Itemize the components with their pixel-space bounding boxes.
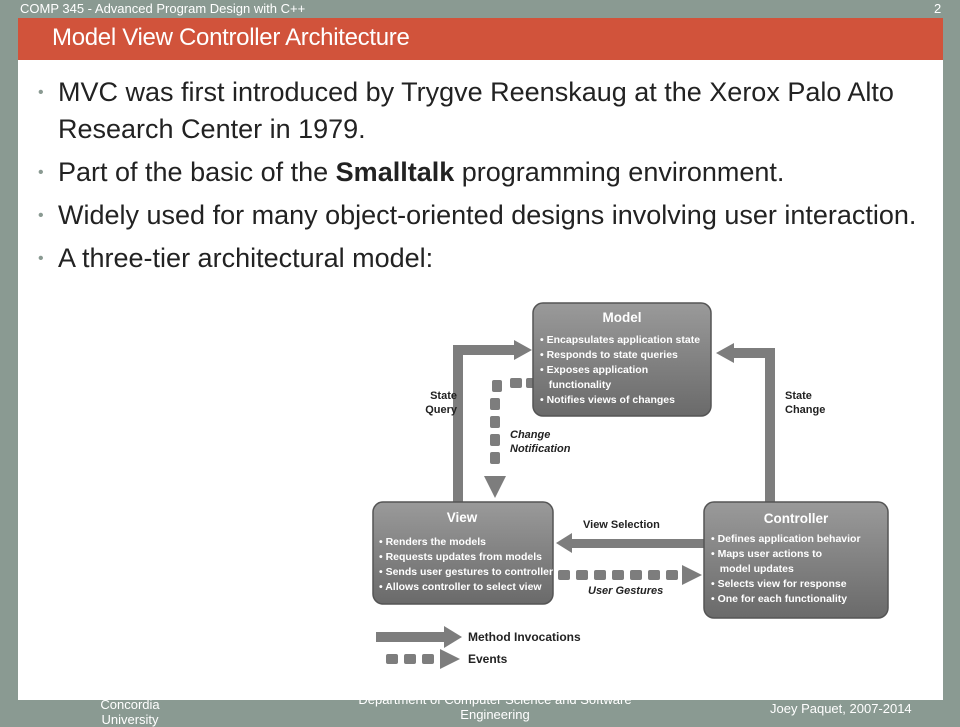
- model-item: • Notifies views of changes: [540, 394, 675, 406]
- bullet-bold-text: Smalltalk: [335, 157, 455, 187]
- view-item: • Renders the models: [379, 536, 486, 548]
- user-gestures-arrow: [558, 565, 702, 585]
- view-item: • Sends user gestures to controller: [379, 566, 554, 578]
- model-title: Model: [602, 310, 642, 325]
- legend-events: Events: [468, 652, 508, 666]
- bullet-dot-icon: •: [38, 164, 44, 181]
- view-item: • Allows controller to select view: [379, 581, 542, 593]
- view-selection-arrowhead: [556, 533, 572, 553]
- legend: [376, 626, 581, 669]
- bullet-text: Widely used for many object-oriented designs involving user interaction.: [58, 200, 917, 230]
- footer-text: Engineering: [460, 707, 530, 722]
- user-gestures-label: User Gestures: [588, 585, 664, 597]
- controller-item: • Defines application behavior: [711, 533, 861, 545]
- controller-item: • Selects view for response: [711, 578, 847, 590]
- state-query-label: State: [430, 390, 457, 402]
- change-notification-label: Change: [510, 429, 551, 441]
- footer-text: Concordia: [100, 697, 160, 712]
- page-number: 2: [934, 1, 942, 16]
- legend-dashed-arrow: [386, 649, 460, 669]
- bullet-text: A three-tier architectural model:: [58, 243, 434, 273]
- change-notification-label: Notification: [510, 443, 571, 455]
- controller-item: • One for each functionality: [711, 593, 848, 605]
- state-query-arrowhead: [514, 340, 532, 360]
- state-change-label: State: [785, 390, 812, 402]
- model-item: • Exposes application: [540, 364, 649, 376]
- slide-title: Model View Controller Architecture: [52, 24, 410, 51]
- model-box: [533, 303, 711, 416]
- view-title: View: [446, 510, 478, 525]
- footer-author: Joey Paquet, 2007-2014: [770, 701, 912, 716]
- bullet-dot-icon: •: [38, 250, 44, 267]
- legend-method-invocations: Method Invocations: [468, 630, 581, 644]
- controller-item: • Maps user actions to: [711, 548, 823, 560]
- model-item: • Responds to state queries: [540, 349, 678, 361]
- controller-title: Controller: [763, 511, 829, 526]
- legend-solid-arrow: [376, 632, 446, 642]
- view-box: [373, 502, 553, 604]
- footer-text: Department of Computer Science and Software: [358, 692, 632, 707]
- bullet-text: Part of the basic of the: [58, 157, 336, 187]
- footer-university: [60, 697, 200, 727]
- view-selection-label: View Selection: [583, 519, 660, 531]
- bullet-dot-icon: •: [38, 84, 44, 101]
- state-query-label: Query: [425, 404, 457, 416]
- bullet-dot-icon: •: [38, 207, 44, 224]
- view-selection-arrow: [568, 539, 704, 548]
- view-item: • Requests updates from models: [379, 551, 542, 563]
- footer-text: University: [101, 712, 159, 727]
- controller-item: model updates: [711, 563, 794, 575]
- state-change-arrowhead: [716, 343, 734, 363]
- course-header: COMP 345 - Advanced Program Design with C++: [20, 1, 306, 16]
- bullet-text: MVC was first introduced by Trygve Reenskaug at the Xerox Palo Alto Research Center in 1979.: [58, 77, 894, 144]
- state-change-arrow: [732, 353, 770, 505]
- model-item: • Encapsulates application state: [540, 334, 701, 346]
- state-change-label: Change: [785, 404, 826, 416]
- bullet-text: programming environment.: [454, 157, 785, 187]
- controller-box: [704, 502, 888, 618]
- footer-department: [310, 692, 680, 722]
- model-item: functionality: [540, 379, 612, 391]
